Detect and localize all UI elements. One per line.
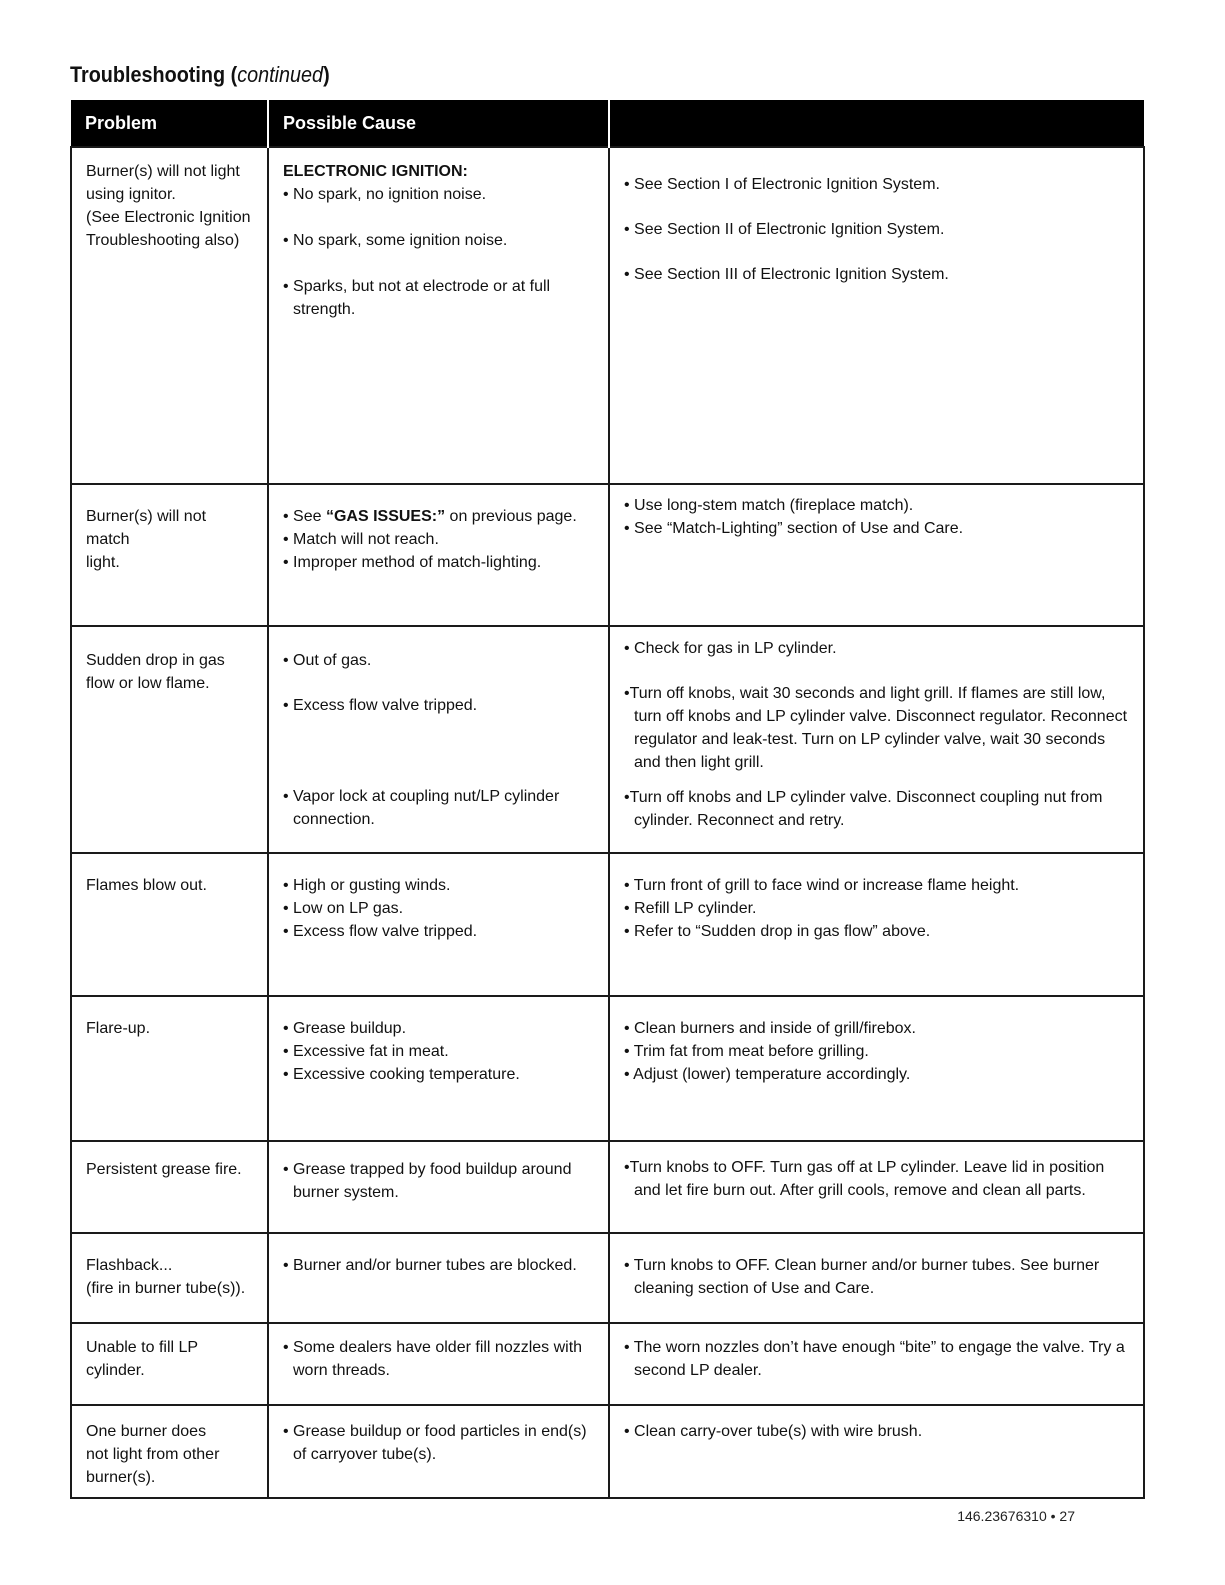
header-problem: Problem xyxy=(71,100,268,147)
cause-see-prefix: • See xyxy=(283,508,326,525)
solution-item: • Refill LP cylinder. xyxy=(624,900,757,917)
problem-text: (See Electronic Ignition xyxy=(86,209,251,226)
cause-item: • Vapor lock at coupling nut/LP cylinder connection. xyxy=(283,788,560,828)
table-row xyxy=(71,996,1144,1141)
table-row xyxy=(71,1405,1144,1498)
title-open-paren: ( xyxy=(230,62,238,87)
cause-cell xyxy=(268,853,609,996)
solution-cell xyxy=(609,1233,1144,1323)
cause-item: • Excess flow valve tripped. xyxy=(283,697,478,714)
cause-item: • No spark, no ignition noise. xyxy=(283,186,487,203)
problem-text: Burner(s) will not light xyxy=(86,163,240,180)
table-header-row xyxy=(71,100,1144,147)
cause-cell xyxy=(268,626,609,853)
cause-cell xyxy=(268,996,609,1141)
header-possible-cause: Possible Cause xyxy=(268,100,609,147)
cause-item: • No spark, some ignition noise. xyxy=(283,232,508,249)
solution-item: • Refer to “Sudden drop in gas flow” above. xyxy=(624,923,931,940)
problem-text: Persistent grease fire. xyxy=(86,1161,242,1178)
problem-cell xyxy=(71,1141,268,1233)
table-row xyxy=(71,853,1144,996)
solution-item: • See Section I of Electronic Ignition System. xyxy=(624,176,940,193)
solution-cell xyxy=(609,996,1144,1141)
problem-text: Flames blow out. xyxy=(86,877,207,894)
solution-item: • Adjust (lower) temperature accordingly. xyxy=(624,1066,911,1083)
problem-cell xyxy=(71,996,268,1141)
problem-text: flow or low flame. xyxy=(86,675,210,692)
problem-text: Flare-up. xyxy=(86,1020,151,1037)
solution-item: • Turn front of grill to face wind or increase flame height. xyxy=(624,877,1020,894)
page-footer: 146.23676310 • 27 xyxy=(957,1508,1075,1524)
cause-item: • High or gusting winds. xyxy=(283,877,451,894)
solution-item: • Check for gas in LP cylinder. xyxy=(624,640,837,657)
problem-text: not light from other xyxy=(86,1446,220,1463)
cause-item: • Some dealers have older fill nozzles with worn threads. xyxy=(283,1339,583,1379)
gas-issues-reference: “GAS ISSUES:” xyxy=(325,508,446,525)
cause-item-see xyxy=(283,505,594,528)
cause-heading: ELECTRONIC IGNITION: xyxy=(283,163,468,180)
cause-item: • Grease buildup. xyxy=(283,1020,407,1037)
page-title xyxy=(70,62,330,88)
solution-item: • Use long-stem match (fireplace match). xyxy=(624,497,914,514)
problem-text: Burner(s) will not match xyxy=(86,508,207,548)
problem-cell xyxy=(71,484,268,626)
cause-cell xyxy=(268,1141,609,1233)
title-continued: continued xyxy=(237,62,324,87)
problem-cell xyxy=(71,147,268,484)
solution-item: • Clean carry-over tube(s) with wire brush. xyxy=(624,1423,923,1440)
solution-cell xyxy=(609,1323,1144,1405)
solution-cell xyxy=(609,1405,1144,1498)
solution-cell xyxy=(609,484,1144,626)
table-row xyxy=(71,147,1144,484)
solution-item: •Turn knobs to OFF. Turn gas off at LP cylinder. Leave lid in position and let fire burn out. After grill cools, remove and clean all parts. xyxy=(624,1159,1105,1199)
problem-text: Sudden drop in gas xyxy=(86,652,225,669)
table-row xyxy=(71,1141,1144,1233)
table-row xyxy=(71,626,1144,853)
header-solution xyxy=(609,100,1144,147)
cause-cell xyxy=(268,147,609,484)
problem-text: Flashback... xyxy=(86,1257,173,1274)
problem-text: Unable to fill LP xyxy=(86,1339,199,1356)
problem-cell xyxy=(71,853,268,996)
solution-item: • The worn nozzles don’t have enough “bite” to engage the valve. Try a second LP dealer. xyxy=(624,1339,1125,1379)
cause-item: • Grease trapped by food buildup around burner system. xyxy=(283,1161,572,1201)
problem-cell xyxy=(71,1405,268,1498)
solution-cell xyxy=(609,147,1144,484)
cause-cell xyxy=(268,1233,609,1323)
problem-cell xyxy=(71,626,268,853)
solution-item: • See “Match-Lighting” section of Use and Care. xyxy=(624,520,964,537)
cause-cell xyxy=(268,1323,609,1405)
cause-item: • Sparks, but not at electrode or at full strength. xyxy=(283,278,551,318)
solution-cell xyxy=(609,853,1144,996)
problem-cell xyxy=(71,1323,268,1405)
solution-item: • Turn knobs to OFF. Clean burner and/or burner tubes. See burner cleaning section of Use and Care. xyxy=(624,1257,1100,1297)
solution-item: • See Section II of Electronic Ignition System. xyxy=(624,221,945,238)
cause-item: • Low on LP gas. xyxy=(283,900,404,917)
cause-cell xyxy=(268,1405,609,1498)
problem-cell xyxy=(71,1233,268,1323)
problem-text: One burner does xyxy=(86,1423,207,1440)
solution-item: • Clean burners and inside of grill/firebox. xyxy=(624,1020,916,1037)
cause-item: • Excessive cooking temperature. xyxy=(283,1066,520,1083)
cause-item: • Burner and/or burner tubes are blocked. xyxy=(283,1257,577,1274)
solution-item: • Trim fat from meat before grilling. xyxy=(624,1043,869,1060)
problem-text: Troubleshooting also) xyxy=(86,232,240,249)
title-close-paren: ) xyxy=(323,62,330,87)
problem-text: (fire in burner tube(s)). xyxy=(86,1280,246,1297)
problem-text: burner(s). xyxy=(86,1469,156,1486)
problem-text: cylinder. xyxy=(86,1362,145,1379)
cause-item: • Match will not reach. xyxy=(283,531,439,548)
problem-text: light. xyxy=(86,554,120,571)
solution-cell xyxy=(609,626,1144,853)
solution-item: • See Section III of Electronic Ignition System. xyxy=(624,266,949,283)
troubleshooting-table xyxy=(70,100,1145,1499)
title-main: Troubleshooting xyxy=(70,62,226,87)
cause-item: • Improper method of match-lighting. xyxy=(283,554,542,571)
table-row xyxy=(71,484,1144,626)
cause-item: • Grease buildup or food particles in end(s) of carryover tube(s). xyxy=(283,1423,587,1463)
solution-item: •Turn off knobs and LP cylinder valve. Disconnect coupling nut from cylinder. Reconnect and retry. xyxy=(624,789,1103,829)
cause-see-suffix: on previous page. xyxy=(445,508,577,525)
cause-item: • Excess flow valve tripped. xyxy=(283,923,478,940)
table-row xyxy=(71,1233,1144,1323)
problem-text: using ignitor. xyxy=(86,186,176,203)
cause-item: • Out of gas. xyxy=(283,652,372,669)
solution-cell xyxy=(609,1141,1144,1233)
cause-item: • Excessive fat in meat. xyxy=(283,1043,449,1060)
solution-item: •Turn off knobs, wait 30 seconds and light grill. If flames are still low, turn off knobs and LP cylinder valve. Disconnect regulator. Reconnect regulator and leak-test. Turn on LP cylinder valve, wait 30 seconds and then light grill. xyxy=(624,685,1128,771)
cause-cell xyxy=(268,484,609,626)
table-row xyxy=(71,1323,1144,1405)
